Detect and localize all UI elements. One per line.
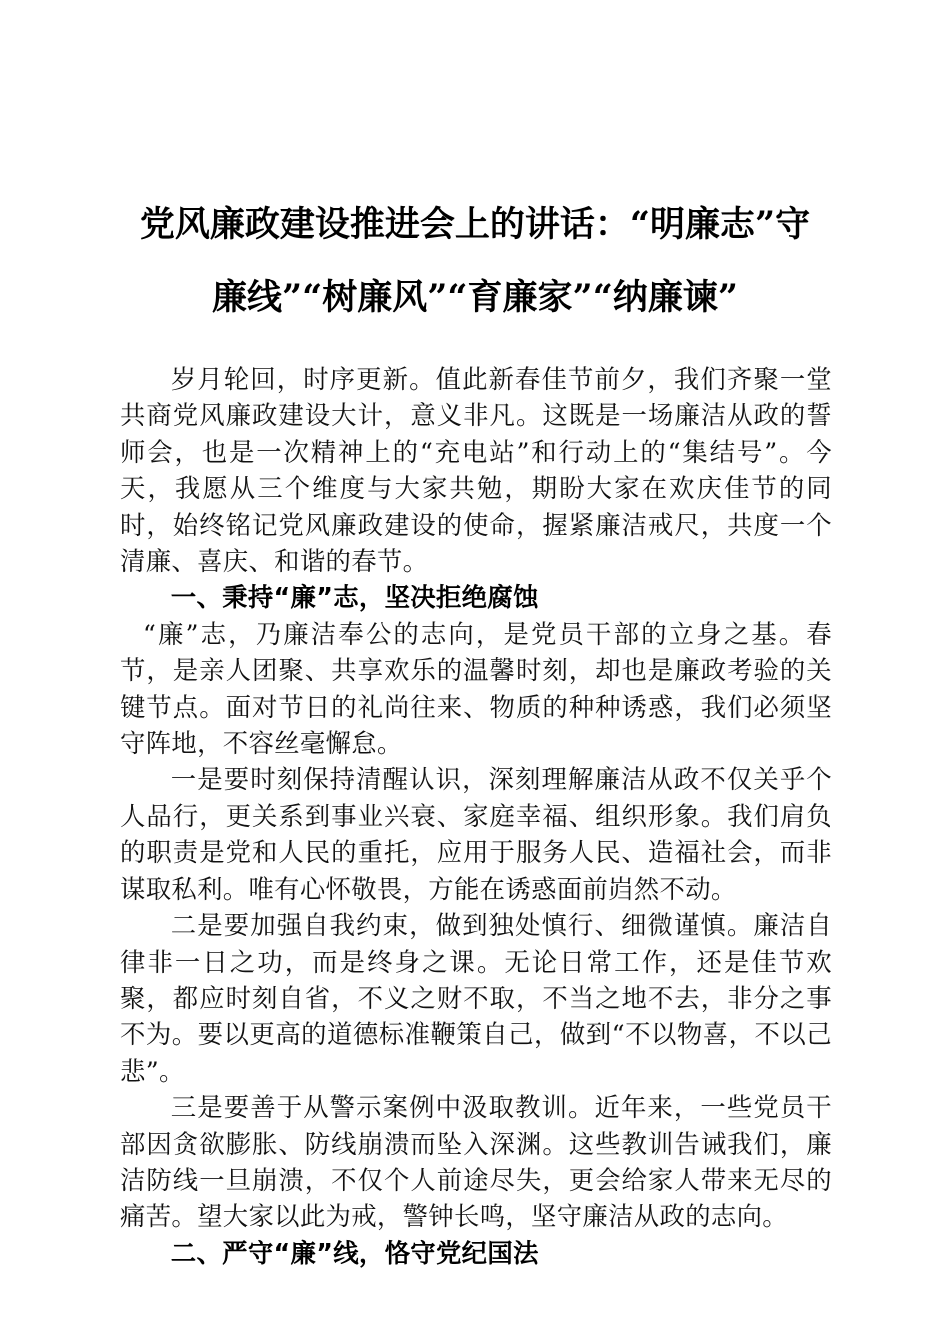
section-heading-2: 二、严守“廉”线，恪守党纪国法 [170, 1237, 539, 1268]
document-body [120, 361, 832, 1271]
section-heading-1: 一、秉持“廉”志，坚决拒绝腐蚀 [170, 582, 539, 613]
point-2-paragraph: 二是要加强自我约束，做到独处慎行、细微谨慎。廉洁自律非一日之功，而是终身之课。无论日常工作，还是佳节欢聚，都应时刻自省，不义之财不取，不当之地不去，非分之事不为。要以更高的道德标准鞭策自己，做到“不以物喜，不以己悲”。 [120, 910, 832, 1086]
section-1-paragraph: “廉”志，乃廉洁奉公的志向，是党员干部的立身之基。春节，是亲人团聚、共享欢乐的温馨时刻，却也是廉政考验的关键节点。面对节日的礼尚往来、物质的种种诱惑，我们必须坚守阵地，不容丝毫懈怠。 [120, 618, 832, 759]
title-line-2: 廉线”“树廉风”“育廉家”“纳廉谏” [212, 277, 738, 318]
title-line-1: 党风廉政建设推进会上的讲话：“明廉志”守 [139, 204, 811, 245]
point-1-paragraph: 一是要时刻保持清醒认识，深刻理解廉洁从政不仅关乎个人品行，更关系到事业兴衰、家庭幸福、组织形象。我们肩负的职责是党和人民的重托，应用于服务人民、造福社会，而非谋取私利。唯有心怀敬畏，方能在诱惑面前岿然不动。 [120, 764, 832, 904]
intro-paragraph: 岁月轮回，时序更新。值此新春佳节前夕，我们齐聚一堂共商党风廉政建设大计，意义非凡。这既是一场廉洁从政的誓师会，也是一次精神上的“充电站”和行动上的“集结号”。今天，我愿从三个维度与大家共勉，期盼大家在欢庆佳节的同时，始终铭记党风廉政建设的使命，握紧廉洁戒尺，共度一个清廉、喜庆、和谐的春节。 [120, 364, 832, 577]
document-title [100, 188, 850, 334]
point-3-paragraph: 三是要善于从警示案例中汲取教训。近年来，一些党员干部因贪欲膨胀、防线崩溃而坠入深渊。这些教训告诫我们，廉洁防线一旦崩溃，不仅个人前途尽失，更会给家人带来无尽的痛苦。望大家以此为戒，警钟长鸣，坚守廉洁从政的志向。 [120, 1092, 832, 1232]
